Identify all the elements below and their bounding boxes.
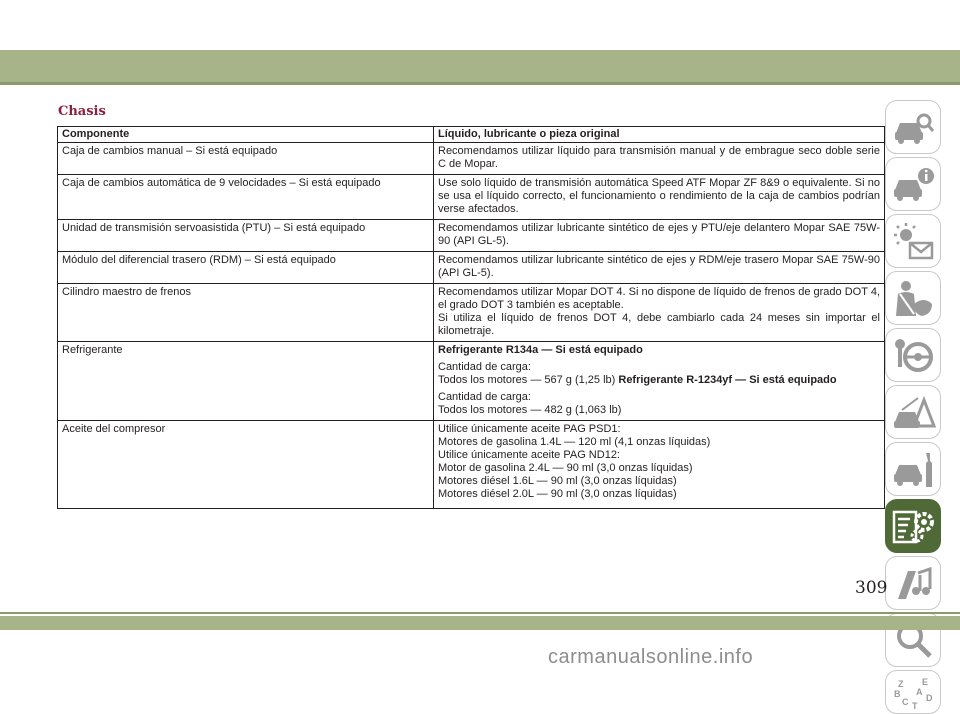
tab-multimedia[interactable] [885,556,941,610]
tab-servicing[interactable] [885,442,941,496]
column-header-component: Componente [58,127,434,143]
specifications-gear-icon [892,506,936,548]
tab-alphabetical-index[interactable] [885,670,941,714]
car-search-icon [892,107,936,149]
table-row [58,421,885,509]
specifications-table [57,126,885,509]
table-row [58,175,885,220]
index-letter: A [916,687,923,697]
component-cell: Refrigerante [58,342,434,421]
watermark: carmanualsonline.info [548,646,754,668]
table-header-row [58,127,885,143]
index-letter: B [894,689,901,699]
component-cell: Unidad de transmisión servoasistida (PTU) – Si está equipado [58,220,434,252]
car-service-icon [892,449,936,491]
footer-band [0,616,960,630]
charge-amount-value: Todos los motores — 482 g (1,063 lb) [438,404,622,416]
component-cell: Caja de cambios automática de 9 velocidades – Si está equipado [58,175,434,220]
tab-car-info[interactable] [885,157,941,211]
fluid-line: Motores diésel 1.6L — 90 ml (3,0 onzas líquidas) [438,475,677,487]
fluid-cell: Use solo líquido de transmisión automática Speed ATF Mopar ZF 8&9 o equivalente. Si no se usa el líquido correcto, el funcionamiento o rendimiento de la caja de cambios podrían verse afectados. [434,175,885,220]
fluid-line: Si utiliza el líquido de frenos DOT 4, debe cambiarlo cada 24 meses sin importar el kilometraje. [438,312,880,337]
column-header-fluid: Líquido, lubricante o pieza original [434,127,885,143]
index-letter: T [912,701,918,711]
alphabetical-index-icon [892,677,936,711]
seat-belt-airbag-icon [892,278,936,320]
fluid-line: Motores de gasolina 1.4L — 120 ml (4,1 onzas líquidas) [438,436,711,448]
component-cell: Cilindro maestro de frenos [58,284,434,342]
fluid-cell [434,284,885,342]
page-number: 309 [855,578,888,598]
index-letter: Z [898,679,904,689]
component-cell: Módulo del diferencial trasero (RDM) – Si está equipado [58,252,434,284]
tab-safety[interactable] [885,271,941,325]
warning-light-message-icon [892,221,936,263]
fluid-cell: Recomendamos utilizar lubricante sintético de ejes y PTU/eje delantero Mopar SAE 75W-90 (API GL-5). [434,220,885,252]
tab-emergency[interactable] [885,385,941,439]
footer-rule [0,612,960,614]
charge-amount-value: Todos los motores — 567 g (1,25 lb) [438,374,616,386]
refrigerant-r1234yf-heading: Refrigerante R-1234yf — Si está equipado [618,374,837,386]
charge-amount-label: Cantidad de carga: [438,391,531,403]
fluid-cell: Recomendamos utilizar lubricante sintético de ejes y RDM/eje trasero Mopar SAE 75W-90 (API GL-5). [434,252,885,284]
multimedia-music-icon [892,563,936,605]
table-row [58,284,885,342]
tab-technical-specifications[interactable] [885,499,941,553]
charge-amount-label: Cantidad de carga: [438,361,531,373]
fluid-line: Motor de gasolina 2.4L — 90 ml (3,0 onzas líquidas) [438,462,693,474]
section-title: Chasis [58,104,106,119]
index-letter: E [922,677,929,687]
component-cell: Aceite del compresor [58,421,434,509]
table-row [58,220,885,252]
fluid-cell: Recomendamos utilizar líquido para transmisión manual y de embrague seco doble serie C de Mopar. [434,143,885,175]
table-row [58,342,885,421]
car-info-icon [892,164,936,206]
fluid-line: Motores diésel 2.0L — 90 ml (3,0 onzas líquidas) [438,488,677,500]
header-rule [0,82,960,85]
steering-wheel-key-icon [892,335,936,377]
table-row [58,252,885,284]
tab-starting-operating[interactable] [885,328,941,382]
component-cell: Caja de cambios manual – Si está equipado [58,143,434,175]
header-band [0,50,960,82]
fluid-cell [434,421,885,509]
roadside-warning-icon [892,392,936,434]
fluid-line: Utilice únicamente aceite PAG PSD1: [438,423,621,435]
index-letter: D [926,693,933,703]
tab-warning-lights[interactable] [885,214,941,268]
tab-car-search[interactable] [885,100,941,154]
top-margin [0,0,960,50]
table-row [58,143,885,175]
fluid-line: Recomendamos utilizar Mopar DOT 4. Si no dispone de líquido de frenos de grado DOT 4, el grado DOT 3 también es aceptable. [438,286,880,311]
refrigerant-r134a-heading: Refrigerante R134a — Si está equipado [438,344,643,356]
fluid-line: Utilice únicamente aceite PAG ND12: [438,449,620,461]
fluid-cell [434,342,885,421]
index-letter: C [902,697,909,707]
